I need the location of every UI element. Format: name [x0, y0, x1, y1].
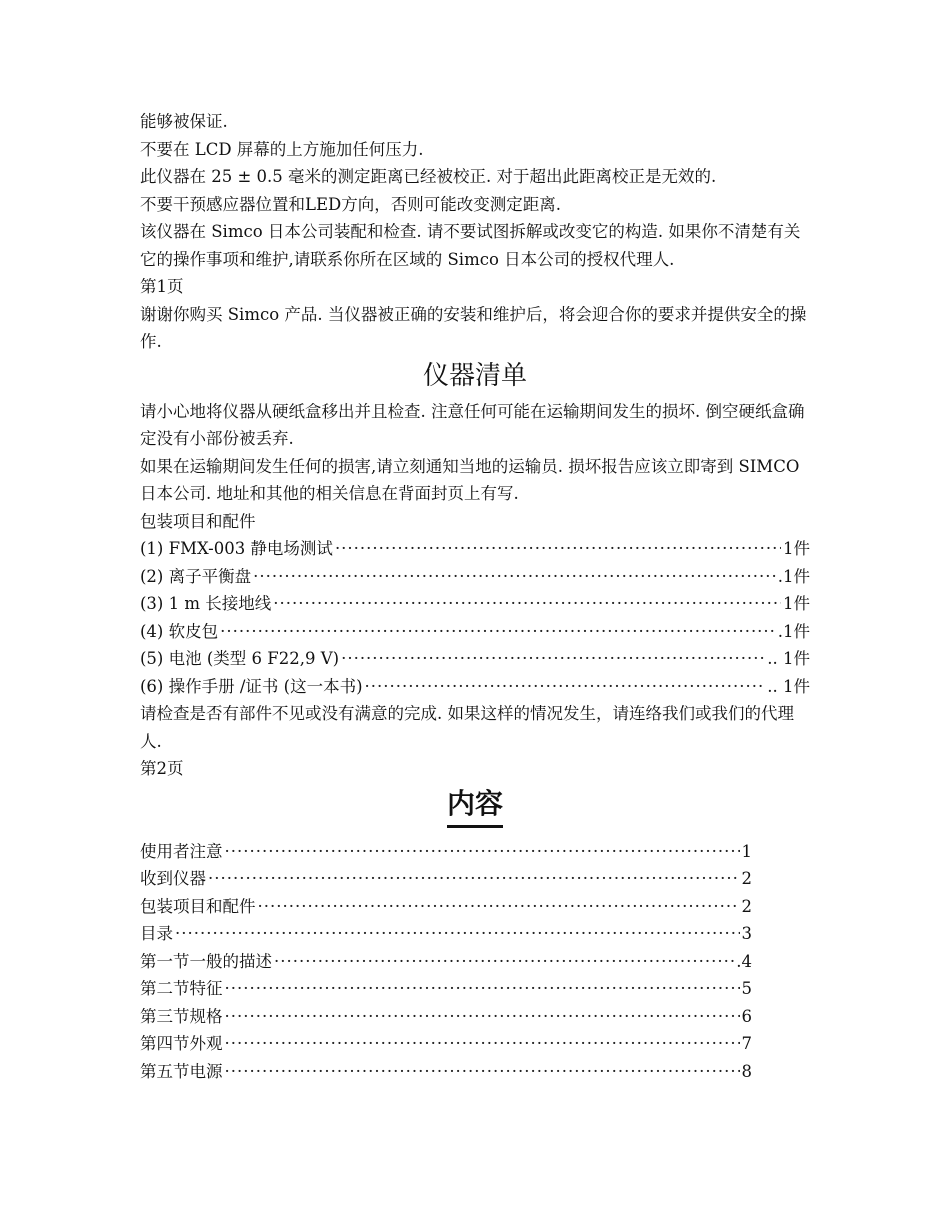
toc-entry-page: 5	[741, 979, 752, 998]
toc-entry-page: 2	[741, 869, 752, 888]
toc-entry[interactable]	[140, 893, 752, 921]
toc-entry-label: 包装项目和配件	[140, 896, 256, 916]
item-label: (5) 电池 (类型 6 F22,9 V)	[140, 649, 340, 668]
dot-leader	[175, 920, 740, 948]
toc-entry-label: 第一节一般的描述	[140, 951, 272, 971]
page-number-label: 第1页	[140, 277, 184, 296]
toc-entry[interactable]	[140, 920, 752, 948]
item-qty: .. 1件	[767, 649, 810, 668]
dot-leader	[365, 673, 766, 701]
list-item	[140, 645, 810, 673]
toc-entry[interactable]	[140, 1003, 752, 1031]
list-title: 包装项目和配件	[140, 511, 256, 531]
item-label: (6) 操作手册 /证书 (这一本书)	[140, 676, 363, 696]
dot-leader	[225, 1058, 740, 1086]
toc-entry-label: 使用者注意	[140, 841, 223, 861]
dot-leader	[225, 1003, 740, 1031]
toc-entry-label: 第二节特征	[140, 979, 223, 998]
item-qty: 1件	[783, 539, 810, 558]
paragraph: 不要干预感应器位置和LED方向，否则可能改变测定距离.	[140, 194, 561, 214]
package-items-list	[140, 535, 810, 700]
list-item	[140, 563, 810, 591]
section-title: 仪器清单	[422, 360, 527, 391]
toc-entry[interactable]	[140, 1030, 752, 1058]
page-number-label: 第2页	[140, 759, 184, 778]
dot-leader	[220, 618, 776, 646]
toc-entry[interactable]	[140, 948, 752, 976]
toc-entry[interactable]	[140, 838, 752, 866]
dot-leader	[225, 838, 740, 866]
paragraph: 此仪器在 25 ± 0.5 毫米的测定距离已经被校正. 对于超出此距离校正是无效的.	[140, 167, 717, 186]
toc-entry-label: 收到仪器	[140, 869, 206, 888]
dot-leader	[253, 563, 776, 591]
paragraph: 谢谢你购买 Simco 产品. 当仪器被正确的安装和维护后，将会迎合你的要求并提供安全的操作.	[140, 304, 807, 351]
item-qty: .1件	[777, 621, 810, 641]
dot-leader	[273, 590, 781, 618]
dot-leader	[274, 948, 734, 976]
toc-entry-page: 2	[741, 896, 752, 916]
toc-entry-label: 目录	[140, 924, 173, 943]
toc-entry-label: 第五节电源	[140, 1061, 223, 1081]
paragraph: 能够被保证.	[140, 112, 228, 131]
paragraph: 不要在 LCD 屏幕的上方施加任何压力.	[140, 139, 424, 159]
list-item	[140, 673, 810, 701]
toc-title-text: 内容	[447, 785, 503, 828]
toc-entry-page: 6	[741, 1006, 752, 1026]
toc-entry-page: 8	[741, 1061, 752, 1081]
item-label: (3) 1 m 长接地线	[140, 594, 272, 613]
toc-entry-label: 第三节规格	[140, 1006, 223, 1026]
item-label: (4) 软皮包	[140, 621, 219, 641]
list-item	[140, 535, 810, 563]
toc-title	[140, 785, 810, 828]
dot-leader	[341, 645, 765, 673]
item-qty: 1件	[783, 594, 810, 613]
toc-entry[interactable]	[140, 865, 752, 893]
toc-entry[interactable]	[140, 1058, 752, 1086]
table-of-contents	[140, 838, 752, 1086]
dot-leader	[335, 535, 781, 563]
toc-entry-page: 7	[741, 1034, 752, 1053]
paragraph: 请小心地将仪器从硬纸盒移出并且检查. 注意任何可能在运输期间发生的损坏. 倒空硬纸盒确定没有小部份被丢弃.	[140, 401, 805, 448]
list-item	[140, 618, 810, 646]
dot-leader	[258, 893, 740, 921]
toc-entry-page: 3	[741, 924, 752, 943]
toc-entry-page: 1	[741, 841, 752, 861]
item-label: (1) FMX-003 静电场测试	[140, 539, 333, 558]
paragraph: 如果在运输期间发生任何的损害,请立刻通知当地的运输员. 损坏报告应该立即寄到 SIMCO 日本公司. 地址和其他的相关信息在背面封页上有写.	[140, 456, 800, 503]
toc-entry-page: .4	[736, 951, 752, 971]
page-content	[140, 108, 810, 1085]
item-qty: .. 1件	[767, 676, 810, 696]
item-label: (2) 离子平衡盘	[140, 566, 252, 586]
item-qty: .1件	[777, 566, 810, 586]
dot-leader	[225, 975, 740, 1003]
toc-entry-label: 第四节外观	[140, 1034, 223, 1053]
list-item	[140, 590, 810, 618]
dot-leader	[225, 1030, 740, 1058]
paragraph: 请检查是否有部件不见或没有满意的完成. 如果这样的情况发生，请连络我们或我们的代理人.	[140, 704, 794, 751]
dot-leader	[208, 865, 740, 893]
toc-entry[interactable]	[140, 975, 752, 1003]
paragraph: 该仪器在 Simco 日本公司装配和检查. 请不要试图拆解或改变它的构造. 如果你不清楚有关它的操作事项和维护,请联系你所在区域的 Simco 日本公司的授权代理人.	[140, 222, 801, 269]
